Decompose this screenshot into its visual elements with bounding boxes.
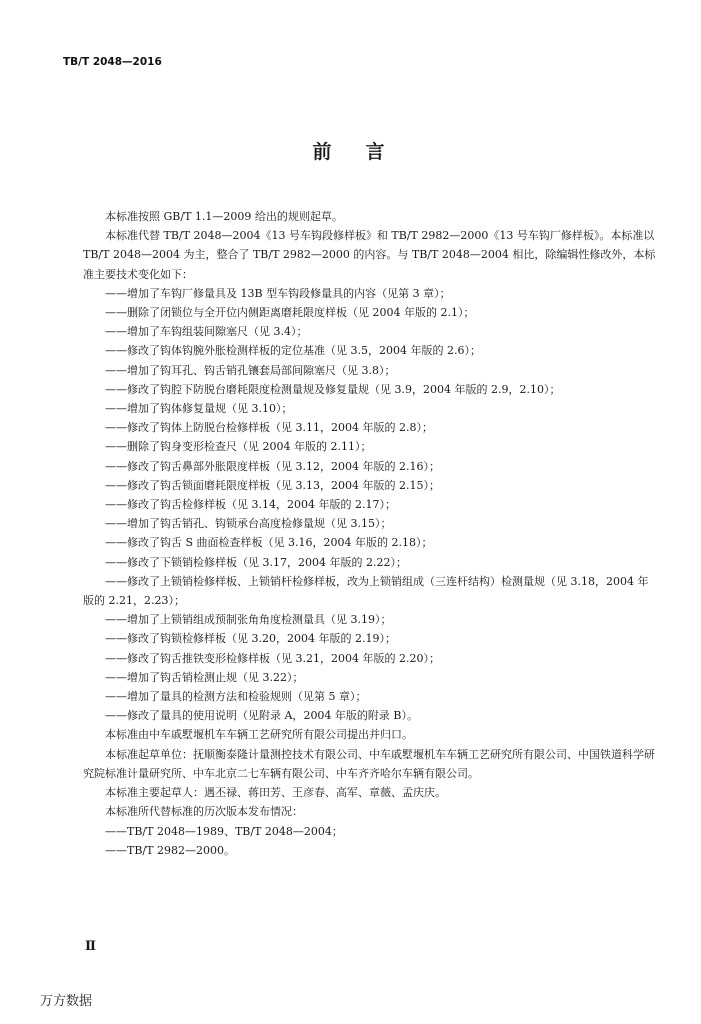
foreword-body xyxy=(83,207,659,860)
page-number: Ⅱ xyxy=(85,939,96,954)
drafting-units-paragraph: 本标准起草单位：抚顺衡泰隆计量测控技术有限公司、中车戚墅堰机车车辆工艺研究所有限公司、中国铁道科学研究院标准计量研究所、中车北京二七车辆有限公司、中车齐齐哈尔车辆有限公司。 xyxy=(83,747,655,780)
list-item: ——增加了上锁销组成预制张角角度检测量具（见 3.19）； xyxy=(105,613,392,627)
list-item: ——修改了量具的使用说明（见附录 A，2004 年版的附录 B）。 xyxy=(105,709,419,723)
list-item: ——增加了量具的检测方法和检验规则（见第 5 章）； xyxy=(105,690,367,704)
list-item: ——增加了钩舌销孔、钩锁承台高度检修量规（见 3.15）； xyxy=(105,517,392,531)
intro-paragraph: 本标准按照 GB/T 1.1—2009 给出的规则起草。 xyxy=(105,210,343,223)
list-item: ——修改了钩腔下防脱台磨耗限度检测量规及修复量规（见 3.9，2004 年版的 2.9，2.10）； xyxy=(105,382,561,396)
list-item: ——删除了钩身变形检查尺（见 2004 年版的 2.11）； xyxy=(105,440,372,454)
list-item: ——修改了钩体上防脱台检修样板（见 3.11，2004 年版的 2.8）； xyxy=(105,421,433,435)
watermark-text: 万方数据 xyxy=(40,994,93,1009)
drafters-paragraph: 本标准主要起草人：遇丕禄、蒋田芳、王彦春、高军、章薇、孟庆庆。 xyxy=(105,786,446,800)
list-item: ——增加了车钩厂修量具及 13B 型车钩段修量具的内容（见第 3 章）； xyxy=(105,286,451,300)
list-item: ——修改了钩舌鼻部外胀限度样板（见 3.12，2004 年版的 2.16）； xyxy=(105,459,440,473)
replacement-paragraph: 本标准代替 TB/T 2048—2004《13 号车钩段修样板》和 TB/T 2982—2000《13 号车钩厂修样板》。本标准以 TB/T 2048—2004 为主，整合了 TB/T 2982—2000 的内容。与 TB/T 2048—2004 相比，除编辑性修改外，本标准主要技术变化如下： xyxy=(83,229,656,281)
list-item: ——修改了下锁销检修样板（见 3.17，2004 年版的 2.22）； xyxy=(105,555,407,569)
list-item: ——增加了钩体修复量规（见 3.10）； xyxy=(105,402,293,416)
list-item: ——修改了上锁销检修样板、上锁销杆检修样板，改为上锁销组成（三连杆结构）检测量规（见 3.18，2004 年版的 2.21，2.23）； xyxy=(83,574,649,608)
history-intro-paragraph: 本标准所代替标准的历次版本发布情况： xyxy=(105,805,303,819)
proposer-paragraph: 本标准由中车戚墅堰机车车辆工艺研究所有限公司提出并归口。 xyxy=(105,728,413,742)
list-item: ——增加了车钩组装间隙塞尺（见 3.4）； xyxy=(105,325,308,339)
list-item: ——修改了钩舌锁面磨耗限度样板（见 3.13，2004 年版的 2.15）； xyxy=(105,478,440,492)
standard-code-header: TB/T 2048—2016 xyxy=(63,56,162,68)
page-title: 前言 xyxy=(312,141,419,163)
list-item: ——增加了钩舌销检测止规（见 3.22）； xyxy=(105,670,304,684)
list-item: ——删除了闭锁位与全开位内侧距离磨耗限度样板（见 2004 年版的 2.1）； xyxy=(105,306,475,320)
list-item: ——修改了钩舌推铁变形检修样板（见 3.21，2004 年版的 2.20）； xyxy=(105,651,440,665)
list-item: ——修改了钩体钩腕外胀检测样板的定位基准（见 3.5，2004 年版的 2.6）； xyxy=(105,344,481,358)
changes-list xyxy=(83,284,659,726)
history-item: ——TB/T 2048—1989、TB/T 2048—2004； xyxy=(105,824,343,838)
list-item: ——修改了钩舌检修样板（见 3.14，2004 年版的 2.17）； xyxy=(105,498,396,512)
list-item: ——增加了钩耳孔、钩舌销孔镶套局部间隙塞尺（见 3.8）； xyxy=(105,363,396,377)
list-item: ——修改了钩锁检修样板（见 3.20，2004 年版的 2.19）； xyxy=(105,632,396,646)
history-item: ——TB/T 2982—2000。 xyxy=(105,843,235,857)
list-item: ——修改了钩舌 S 曲面检查样板（见 3.16，2004 年版的 2.18）； xyxy=(105,536,433,550)
